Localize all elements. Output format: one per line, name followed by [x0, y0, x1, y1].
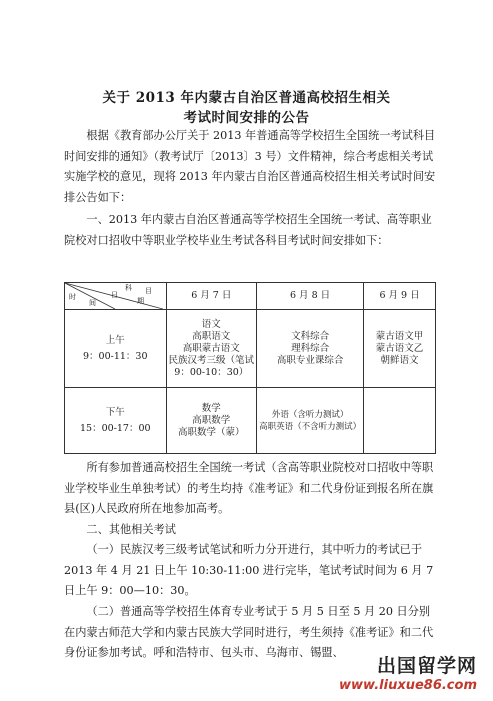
- subject: 高职语文: [192, 330, 231, 342]
- session-cell: [65, 388, 167, 454]
- title-line-1: 关于 2013 年内蒙古自治区普通高校招生相关: [102, 90, 391, 106]
- subjects-cell: [257, 310, 364, 388]
- section-one-paragraph: 一、2013 年内蒙古自治区普通高等学校招生全国统一考试、高等职业院校对口招收中等职业学校毕业生考试各科目考试时间安排如下：: [64, 213, 432, 247]
- session-period: 下午: [105, 406, 125, 418]
- subject: 高职数学（蒙）: [178, 426, 245, 438]
- session-cell: [65, 310, 167, 388]
- subject: 9：00-10：30）: [174, 366, 249, 378]
- notice-paragraph: 所有参加普通高校招生全国统一考试（含高等职业院校对口招收中等职业学校毕业生单独考试）的考生均持《准考证》和二代身份证到报名所在旗县(区)人民政府所在地参加高考。: [64, 461, 434, 515]
- table-header-row: [65, 283, 436, 310]
- subject: 民族汉考三级（笔试: [168, 354, 255, 366]
- subject: 外语（含听力测试）: [271, 409, 349, 420]
- session-period: 上午: [105, 334, 125, 346]
- subject: 蒙古语文甲: [375, 330, 424, 342]
- date-header: 6 月 9 日: [364, 283, 436, 310]
- corner-label: 间: [89, 299, 96, 307]
- subjects-cell: [257, 388, 364, 454]
- session-time: 9：00-11：30: [83, 350, 148, 362]
- date-header: 6 月 7 日: [166, 283, 257, 310]
- table-row-morning: [65, 310, 436, 388]
- intro-paragraph: 根据《教育部办公厅关于 2013 年普通高等学校招生全国统一考试科目时间安排的通知》（教考试厅〔2013〕3 号）文件精神，综合考虑相关考试实施学校的意见，现将 2013 年内蒙古自治区普通高校招生相关考试时间安排公告如下：: [64, 129, 436, 204]
- table-row-afternoon: [65, 388, 436, 454]
- subjects-cell: [364, 310, 436, 388]
- session-time: 15：00-17：00: [79, 422, 151, 434]
- exam-schedule-table: [64, 282, 436, 454]
- corner-label: 日: [111, 291, 118, 299]
- watermark-url: www.liuxue86.com: [339, 678, 477, 693]
- empty-cell: [364, 388, 436, 454]
- subject: 高职英语（不含听力测试）: [259, 421, 362, 432]
- subject: 数学: [201, 402, 221, 414]
- table-corner-cell: [65, 283, 167, 310]
- subjects-cell: [166, 310, 257, 388]
- date-header: 6 月 8 日: [257, 283, 364, 310]
- site-watermark: [339, 651, 477, 693]
- subject: 蒙古语文乙: [375, 342, 424, 354]
- corner-label: 目: [145, 287, 152, 295]
- section-two-heading: 二、其他相关考试: [86, 523, 176, 536]
- subject: 朝鲜语文: [380, 354, 419, 366]
- subject: 高职专业课综合: [276, 354, 344, 366]
- subject: 高职数学: [192, 414, 231, 426]
- corner-label: 科: [125, 284, 132, 292]
- subjects-cell: [166, 388, 257, 454]
- subject: 高职蒙古语文: [182, 342, 240, 354]
- subject: 文科综合: [291, 330, 330, 342]
- title-line-2: 考试时间安排的公告: [183, 110, 310, 126]
- corner-label: 期: [137, 297, 144, 305]
- subject: 语文: [201, 318, 221, 330]
- corner-label: 时: [69, 293, 76, 301]
- subject: 理科综合: [291, 342, 330, 354]
- watermark-name: 出国留学网: [376, 655, 477, 677]
- sports-exam-paragraph: （二）普通高等学校招生体育专业考试于 5 月 5 日至 5 月 20 日分别在内蒙古师范大学和内蒙古民族大学同时进行，考生须持《准考证》和二代身份证参加考试。呼和浩特市、包头市、乌海市、锡盟、: [64, 605, 434, 659]
- ethnic-exam-paragraph: （一）民族汉考三级考试笔试和听力分开进行，其中听力的考试已于 2013 年 4 月 21 日上午 10:30-11:00 进行完毕，笔试考试时间为 6 月 7 日上午 9：00—10：30。: [64, 543, 434, 597]
